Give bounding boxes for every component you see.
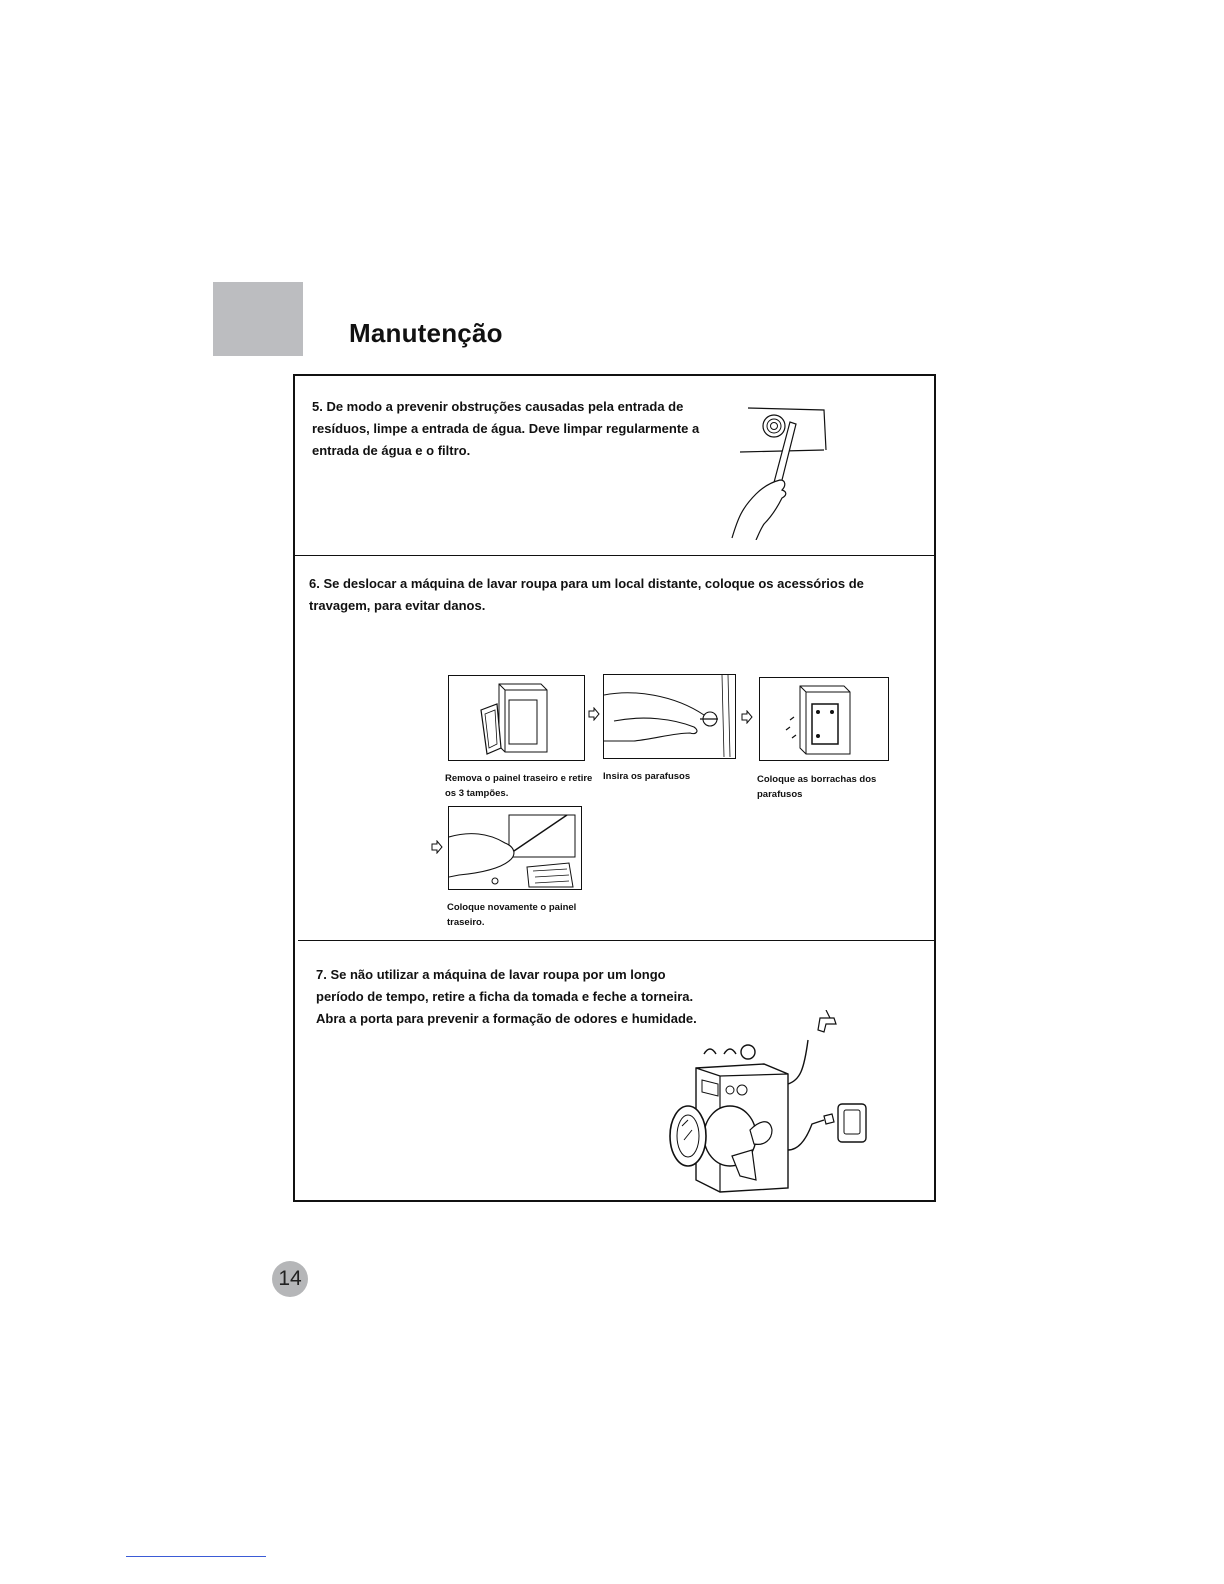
washing-machine-character-illustration — [660, 1010, 890, 1195]
caption-4-line-1: Coloque novamente o painel — [447, 902, 577, 913]
step-7-line-2: período de tempo, retire a ficha da tomada e feche a torneira. — [316, 989, 694, 1004]
step-5-line-2: resíduos, limpe a entrada de água. Deve limpar regularmente a — [312, 421, 700, 436]
caption-insert-screws — [603, 769, 690, 784]
divider-1 — [295, 555, 936, 556]
step-6-text — [309, 573, 864, 617]
step-6-line-1: 6. Se deslocar a máquina de lavar roupa para um local distante, coloque os acessórios de — [309, 576, 864, 591]
step-5-line-1: 5. De modo a prevenir obstruções causadas pela entrada de — [312, 399, 684, 414]
caption-refit-panel — [447, 900, 576, 930]
section-tab — [213, 282, 303, 356]
image-refit-back-panel — [448, 806, 582, 890]
caption-remove-panel — [445, 771, 592, 801]
caption-3-line-2: parafusos — [757, 789, 803, 800]
page-title: Manutenção — [349, 318, 503, 348]
caption-3-line-1: Coloque as borrachas dos — [757, 774, 877, 785]
caption-1-line-2: os 3 tampões. — [445, 788, 509, 799]
caption-4-line-2: traseiro. — [447, 917, 485, 928]
image-insert-screws — [603, 674, 736, 759]
step-7-text — [316, 964, 697, 1030]
step-7-line-1: 7. Se não utilizar a máquina de lavar roupa por um longo — [316, 967, 666, 982]
caption-screw-rubbers — [757, 772, 876, 802]
caption-2-line-1: Insira os parafusos — [603, 771, 691, 782]
step-7-line-3: Abra a porta para prevenir a formação de odores e humidade. — [316, 1011, 697, 1026]
divider-2 — [298, 940, 934, 941]
arrow-right-icon — [588, 707, 600, 726]
image-remove-back-panel — [448, 675, 585, 761]
image-fit-screw-rubbers — [759, 677, 889, 761]
page-number: 14 — [272, 1261, 308, 1297]
step-6-line-2: travagem, para evitar danos. — [309, 598, 486, 613]
step-5-text — [312, 396, 699, 462]
step-5-line-3: entrada de água e o filtro. — [312, 443, 471, 458]
arrow-right-icon — [431, 840, 443, 859]
footer-rule — [126, 1556, 266, 1557]
arrow-right-icon — [741, 710, 753, 729]
brush-cleaning-illustration — [728, 400, 838, 540]
caption-1-line-1: Remova o painel traseiro e retire — [445, 773, 593, 784]
